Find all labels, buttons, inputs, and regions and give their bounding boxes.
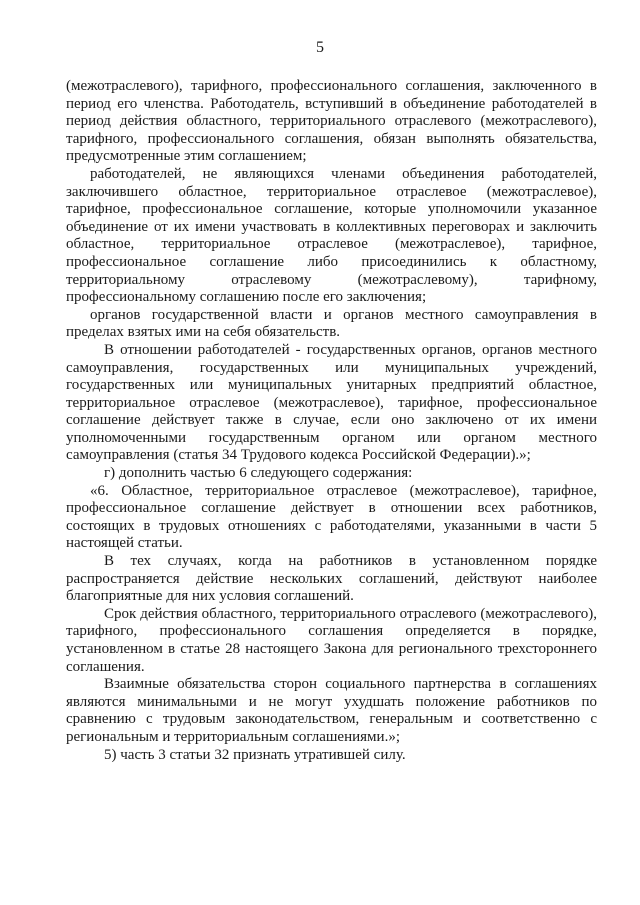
paragraph-agreement-term: Срок действия областного, территориального отраслевого (межотраслевого), тарифного, профессионального соглашения определяется в порядке, установленном в статье 28 настоящего Закона для регионального трехстороннего соглашения. <box>66 605 597 675</box>
paragraph-employers-non-members: работодателей, не являющихся членами объединения работодателей, заключившего областное, территориальное отраслевое (межотраслевое), тарифное, профессиональное соглашение, которые уполномочили указанное объединение от их имени участвовать в коллективных переговорах и заключить областное, территориальное отраслевое (межотраслевое), тарифное, профессиональное соглашение либо присоединились к областному, территориальному отраслевому (межотраслевому), тарифному, профессиональному соглашению после его заключения; <box>66 165 597 306</box>
paragraph-state-employers: В отношении работодателей - государственных органов, органов местного самоуправления, государственных или муниципальных учреждений, государственных или муниципальных унитарных предприятий областное, территориальное отраслевое (межотраслевое), тарифное, профессиональное соглашение действует также в случае, если оно заключено от их имени уполномоченными государственным органом или органом местного самоуправления (статья 34 Трудового кодекса Российской Федерации).»; <box>66 341 597 464</box>
page-number: 5 <box>316 39 324 56</box>
paragraph-part-6: «6. Областное, территориальное отраслевое (межотраслевое), тарифное, профессиональное соглашение действует в отношении всех работников, состоящих в трудовых отношениях с работодателями, указанными в части 5 настоящей статьи. <box>66 482 597 552</box>
paragraph-continuation: (межотраслевого), тарифного, профессионального соглашения, заключенного в период его членства. Работодатель, вступивший в объединение работодателей в период действия областного, территориального отраслевого (межотраслевого), тарифного, профессионального соглашения, обязан выполнять обязательства, предусмотренные этим соглашением; <box>66 78 597 165</box>
paragraph-item-5: 5) часть 3 статьи 32 признать утратившей силу. <box>104 746 406 763</box>
paragraph-government-bodies: органов государственной власти и органов местного самоуправления в пределах взятых ими на себя обязательств. <box>66 306 597 341</box>
paragraph-mutual-obligations: Взаимные обязательства сторон социального партнерства в соглашениях являются минимальными и не могут ухудшать положение работников по сравнению с трудовым законодательством, генеральным и соответственно с региональным и территориальным соглашениями.»; <box>66 676 597 745</box>
paragraph-multiple-agreements: В тех случаях, когда на работников в установленном порядке распространяется действие нескольких соглашений, действуют наиболее благоприятные для них условия соглашений. <box>66 553 597 605</box>
document-body <box>66 78 597 764</box>
paragraph-amendment-g: г) дополнить частью 6 следующего содержания: <box>104 465 413 482</box>
